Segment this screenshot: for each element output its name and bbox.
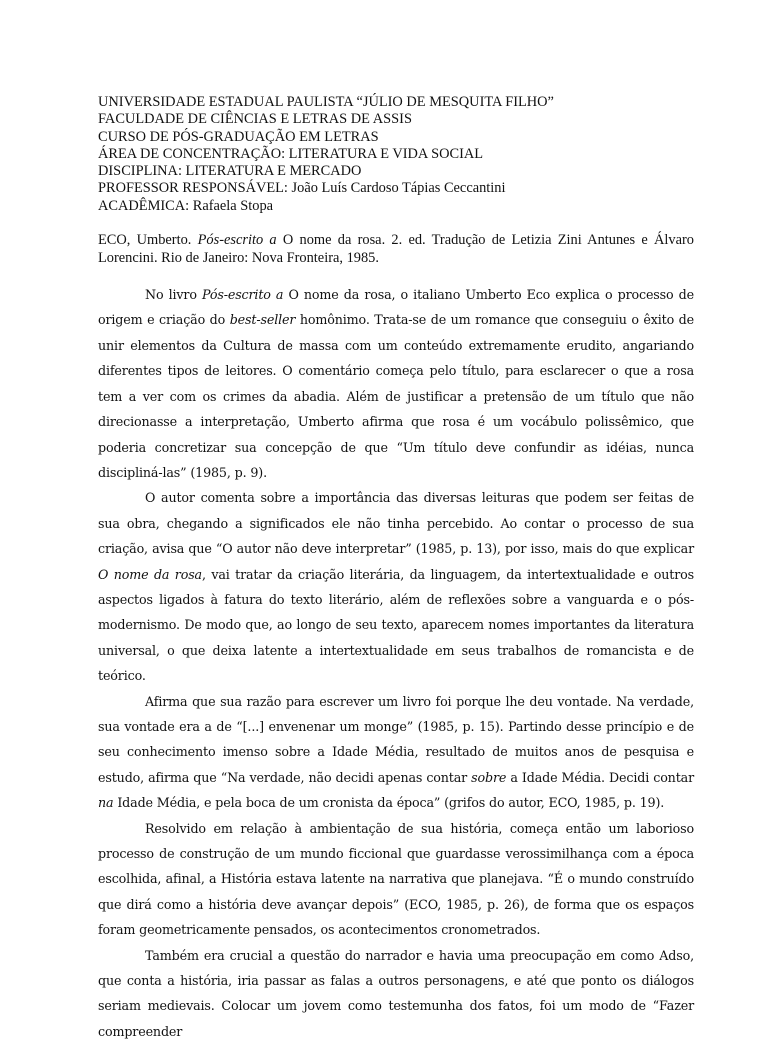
paragraph-text: Afirma que sua razão para escrever um livro foi porque lhe deu vontade. Na verdade, sua vontade era a de “[...] envenenar um monge” (1985, p. 15). Partindo desse princípio e de seu conhecimento imenso sobre a Idade Média, resultado de muitos anos de pesquisa e estudo, afirma que “Na verdade, não decidi apenas contar bbox=[98, 693, 694, 785]
paragraph-text: Resolvido em relação à ambientação de sua história, começa então um laborioso processo de construção de um mundo ficcional que guardasse verossimilhança com a época escolhida, afinal, a História estava latente na narrativa que planejava. “É o mundo construído que dirá como a história deve avançar depois” (ECO, 1985, p. 26), de forma que os espaços foram geometricamente pensados, os acontecimentos cronometrados. bbox=[98, 820, 694, 938]
citation-author: ECO, Umberto. bbox=[98, 232, 198, 249]
italic-text: Pós-escrito a bbox=[201, 287, 284, 303]
institution-header bbox=[98, 94, 694, 215]
paragraph-text: No livro bbox=[145, 287, 202, 303]
paragraph-text: O autor comenta sobre a importância das diversas leituras que podem ser feitas de sua obra, chegando a significados ele não tinha percebido. Ao contar o processo de sua criação, avisa que “O autor não deve interpretar” (1985, p. 13), por isso, mais do que explicar bbox=[98, 490, 694, 557]
paragraph-text: , vai tratar da criação literária, da linguagem, da intertextualidade e outros aspectos ligados à fatura do texto literário, além de reflexões sobre a vanguarda e o pós-modernismo. De modo que, ao longo de seu texto, aparecem nomes importantes da literatura universal, o que deixa latente a intertextualidade em seus trabalhos de romancista e de teórico. bbox=[98, 566, 694, 684]
italic-text: best-seller bbox=[229, 312, 296, 328]
document-page bbox=[98, 94, 694, 1044]
paragraph-5 bbox=[98, 943, 694, 1044]
header-course: CURSO DE PÓS-GRADUAÇÃO EM LETRAS bbox=[98, 128, 379, 145]
header-professor: PROFESSOR RESPONSÁVEL: João Luís Cardoso Tápias Ceccantini bbox=[98, 180, 506, 197]
header-faculty: FACULDADE DE CIÊNCIAS E LETRAS DE ASSIS bbox=[98, 111, 412, 128]
review-body bbox=[98, 282, 694, 1044]
bibliographic-reference bbox=[98, 232, 694, 267]
header-discipline: DISCIPLINA: LITERATURA E MERCADO bbox=[98, 163, 362, 180]
italic-text: na bbox=[98, 795, 114, 811]
header-university: UNIVERSIDADE ESTADUAL PAULISTA “JÚLIO DE MESQUITA FILHO” bbox=[98, 94, 554, 110]
citation-details: O nome da rosa. 2. ed. Tradução de Letizia Zini Antunes e Álvaro Lorencini. Rio de Janeiro: Nova Fronteira, 1985. bbox=[98, 232, 695, 266]
paragraph-text: O nome da rosa, o italiano Umberto Eco explica o processo de origem e criação do bbox=[98, 287, 694, 328]
header-student: ACADÊMICA: Rafaela Stopa bbox=[98, 197, 274, 214]
italic-text: O nome da rosa bbox=[98, 566, 202, 582]
paragraph-2 bbox=[98, 485, 694, 688]
paragraph-text: Idade Média, e pela boca de um cronista da época” (grifos do autor, ECO, 1985, p. 19). bbox=[113, 795, 665, 811]
header-area: ÁREA DE CONCENTRAÇÃO: LITERATURA E VIDA SOCIAL bbox=[98, 145, 484, 162]
paragraph-text: a Idade Média. Decidi contar bbox=[506, 769, 694, 785]
citation-title-italic: Pós-escrito a bbox=[197, 232, 277, 249]
paragraph-4 bbox=[98, 816, 694, 943]
paragraph-text: homônimo. Trata-se de um romance que conseguiu o êxito de unir elementos da Cultura de massa com um conteúdo extremamente erudito, angariando diferentes tipos de leitores. O comentário começa pelo título, para esclarecer o que a rosa tem a ver com os crimes da abadia. Além de justificar a pretensão de um título que não direcionasse a interpretação, Umberto afirma que rosa é um vocábulo polissêmico, que poderia concretizar sua concepção de que “Um título deve confundir as idéias, nunca discipliná-las” (1985, p. 9). bbox=[98, 312, 694, 480]
paragraph-text: Também era crucial a questão do narrador e havia uma preocupação em como Adso, que conta a história, iria passar as falas a outros personagens, e até que ponto os diálogos seriam medievais. Colocar um jovem como testemunha dos fatos, foi um modo de “Fazer compreender bbox=[98, 947, 694, 1039]
italic-text: sobre bbox=[471, 769, 507, 785]
paragraph-1 bbox=[98, 282, 694, 485]
paragraph-3 bbox=[98, 689, 694, 816]
